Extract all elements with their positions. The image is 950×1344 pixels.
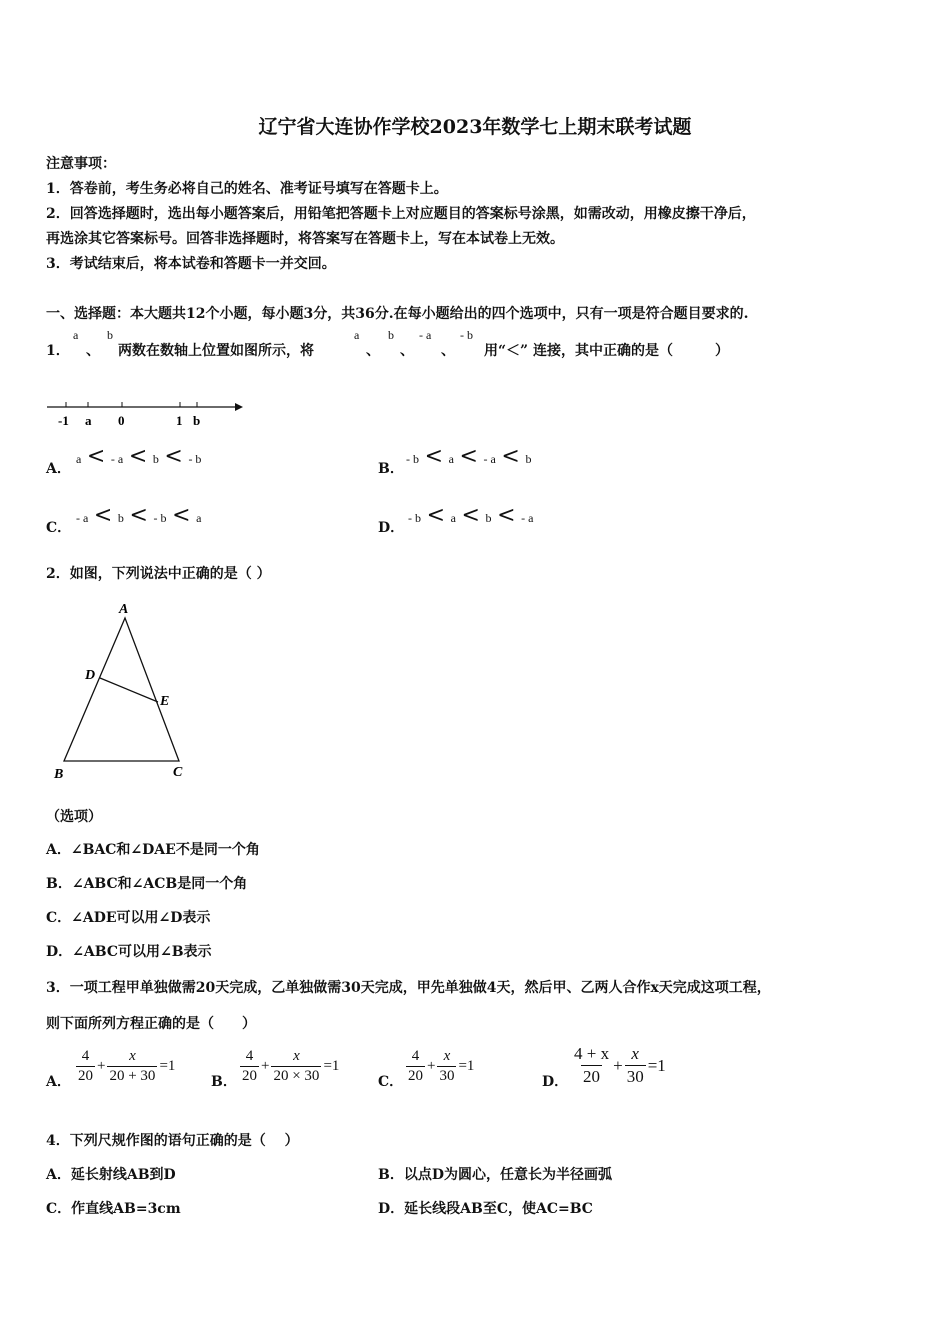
q1-list-sep-1: 、 [366,343,380,359]
term: a [196,511,202,525]
term: - a [483,452,496,466]
term: - a [110,452,124,466]
fraction [76,1048,95,1085]
q1-text-1: 两数在数轴上位置如图所示，将 [118,343,314,359]
notice-item-3: 3．考试结束后，将本试卷和答题卡一并交回。 [46,256,336,272]
denominator: 20 × 30 [273,1068,320,1084]
term: b [152,452,159,466]
less-than: < [86,444,106,469]
q2-option-a: A．∠BAC和∠DAE不是同一个角 [46,842,260,858]
label-e: E [160,694,170,709]
plus: + [613,1055,623,1075]
q1-list-neg-a: - a [419,328,432,342]
fraction [240,1048,259,1085]
term: - b [408,511,421,525]
numerator: x [293,1048,300,1064]
plus: + [427,1058,436,1074]
less-than: < [129,503,148,528]
numerator: 4 [81,1048,90,1064]
less-than: < [164,444,183,469]
term: a [450,511,456,525]
less-than: < [424,444,444,469]
denominator: 20 [583,1067,601,1086]
label-d: D [85,668,96,683]
q1-option-a [76,444,201,469]
q2-options-heading: （选项） [46,809,102,825]
q2-text: 2．如图，下列说法中正确的是（ ） [46,566,271,582]
term: - a [521,511,534,525]
triangle-figure [48,598,198,783]
q3-option-c-label: C． [378,1074,404,1090]
q1-text-2: 用“＜” 连接，其中正确的是（ ） [484,343,729,359]
q1-list-a: a [354,328,360,342]
number-line [40,392,250,432]
q1-list-neg-b: - b [460,328,473,342]
q4-text: 4．下列尺规作图的语句正确的是（ ） [46,1133,299,1149]
q4-option-c: C．作直线AB=3cm [46,1201,181,1217]
plus: + [261,1058,270,1074]
q3-option-b-label: B． [211,1074,237,1090]
term: - b [188,452,202,466]
plus: + [97,1058,106,1074]
q1-number: 1． [46,343,70,359]
q1-list-sep-3: 、 [441,343,455,359]
fraction [406,1048,425,1085]
q1-option-b [406,444,531,469]
denominator: 20 [242,1068,257,1084]
denominator: 20 [408,1068,423,1084]
less-than: < [172,503,191,528]
equals-one: =1 [159,1058,176,1074]
notice-heading: 注意事项： [46,156,116,172]
fraction [625,1044,646,1087]
q3-option-a [76,1048,175,1085]
term: a [76,452,82,466]
less-than: < [426,503,446,528]
q2-option-b: B．∠ABC和∠ACB是同一个角 [46,876,248,892]
q2-option-c: C．∠ADE可以用∠D表示 [46,910,211,926]
fraction [572,1044,611,1087]
tick-label: 0 [118,413,125,428]
q1-option-c-label: C． [46,520,72,536]
tick-label: 1 [176,413,183,428]
q3-option-d [572,1044,666,1087]
label-c: C [173,765,183,780]
q3-option-a-label: A． [46,1074,71,1090]
notice-item-1: 1．答卷前，考生务必将自己的姓名、准考证号填写在答题卡上。 [46,181,448,197]
tick-label: b [193,413,201,428]
q1-option-b-label: B． [378,461,404,477]
label-a: A [119,602,129,617]
q1-var-b: b [107,328,113,342]
equals-one: =1 [647,1055,666,1075]
q4-option-a: A．延长射线AB到D [46,1167,176,1183]
q1-option-d-label: D． [378,520,405,536]
q1-var-a: a [73,328,79,342]
tick-label: a [85,413,92,428]
q1-sep: 、 [86,343,100,359]
q4-option-b: B．以点D为圆心，任意长为半径画弧 [378,1167,612,1183]
q3-line-2: 则下面所列方程正确的是（ ） [46,1016,256,1032]
numerator: 4 [411,1048,420,1064]
equals-one: =1 [458,1058,475,1074]
less-than: < [459,444,478,469]
term: - a [76,511,89,525]
arrow-right-icon [235,403,243,411]
section-heading: 一、选择题：本大题共12个小题，每小题3分，共36分.在每小题给出的四个选项中，只有一项是符合题目要求的. [46,306,749,322]
triangle-abc [64,618,179,761]
q1-list-sep-2: 、 [400,343,414,359]
less-than: < [501,444,520,469]
notice-item-2-line-1: 2．回答选择题时，选出每小题答案后，用铅笔把答题卡上对应题目的答案标号涂黑，如需改动，用橡皮擦干净后， [46,206,756,222]
q1-option-a-label: A． [46,461,71,477]
denominator: 20 + 30 [109,1068,156,1084]
q1-list-b: b [388,328,394,342]
term: b [117,511,124,525]
q3-option-c [406,1048,474,1085]
label-b: B [54,767,64,782]
less-than: < [461,503,480,528]
q3-option-b [240,1048,339,1085]
denominator: 20 [78,1068,93,1084]
page-title: 辽宁省大连协作学校2023年数学七上期末联考试题 [258,116,692,138]
less-than: < [93,503,113,528]
denominator: 30 [439,1068,455,1084]
q4-option-d: D．延长线段AB至C，使AC=BC [378,1201,593,1217]
term: - b [406,452,419,466]
less-than: < [128,444,148,469]
term: b [485,511,492,525]
denominator: 30 [626,1067,644,1086]
numerator: 4 [245,1048,254,1064]
q1-option-d [408,503,533,528]
fraction [271,1048,321,1085]
numerator: x [631,1044,639,1063]
q2-option-d: D．∠ABC可以用∠B表示 [46,944,212,960]
q3-option-d-label: D． [542,1074,569,1090]
numerator: x [129,1048,136,1064]
term: b [525,452,532,466]
equals-one: =1 [323,1058,340,1074]
numerator: 4 + x [574,1044,610,1063]
notice-item-2-line-2: 再选涂其它答案标号。回答非选择题时，将答案写在答题卡上，写在本试卷上无效。 [46,231,564,247]
fraction [107,1048,157,1085]
q1-option-c [76,503,201,528]
term: a [448,452,454,466]
less-than: < [497,503,516,528]
fraction [437,1048,456,1085]
term: - b [153,511,167,525]
tick-label: -1 [58,413,69,428]
numerator: x [443,1048,451,1064]
q3-line-1: 3．一项工程甲单独做需20天完成，乙单独做需30天完成，甲先单独做4天，然后甲、乙两人合作x天完成这项工程， [46,980,771,996]
